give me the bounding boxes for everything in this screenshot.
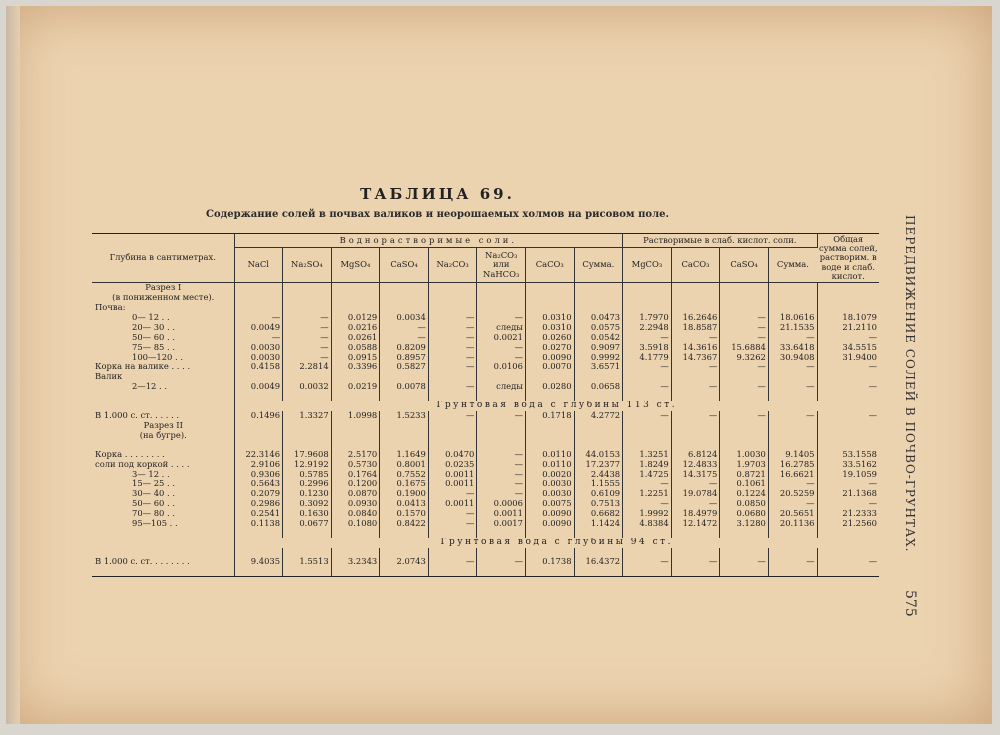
col-header-water: MgSO₄: [331, 248, 380, 283]
table-cell: 0.0070: [525, 362, 574, 372]
table-row: [92, 450, 879, 460]
acid-soluble-header: Растворимые в слаб. кислот. соли.: [623, 234, 817, 248]
row-label: 30— 40 . .: [92, 489, 234, 499]
table-cell: —: [477, 470, 526, 480]
row-label: 0— 12 . .: [92, 313, 234, 323]
table-cell: 2.5170: [331, 450, 380, 460]
table-cell: 20.1136: [768, 519, 817, 529]
table-cell: —: [477, 343, 526, 353]
water-soluble-header: Воднорастворимые соли.: [234, 234, 623, 248]
table-subtitle: Содержание солей в почвах валиков и неорошаемых холмов на рисовом поле.: [206, 209, 669, 220]
table-cell: 0.0542: [574, 333, 623, 343]
salt-table: [92, 233, 879, 577]
table-cell: —: [671, 411, 720, 421]
row-label: Корка на валике . . . .: [92, 362, 234, 372]
table-row: [92, 343, 879, 353]
table-cell: 0.0870: [331, 489, 380, 499]
table-cell: —: [720, 313, 769, 323]
row-label: Валик: [92, 372, 234, 382]
table-cell: —: [868, 479, 877, 489]
table-cell: 0.0219: [331, 382, 380, 392]
table-cell: 21.1368: [842, 489, 877, 499]
table-cell: 0.1900: [380, 489, 429, 499]
table-row: [92, 489, 879, 499]
table-cell: 0.0021: [477, 333, 526, 343]
table-cell: 0.0032: [283, 382, 332, 392]
table-cell: 4.8384: [623, 519, 672, 529]
table-cell: —: [428, 362, 477, 372]
table-cell: —: [768, 382, 817, 392]
table-title: ТАБЛИЦА 69.: [360, 185, 515, 203]
table-cell: 3.2343: [331, 557, 380, 567]
col-header-water: Na₂SO₄: [283, 248, 332, 283]
table-cell: 1.1555: [574, 479, 623, 489]
table-cell: 0.0473: [574, 313, 623, 323]
table-cell: —: [428, 343, 477, 353]
table-cell: —: [868, 362, 877, 372]
row-label: 70— 80 . .: [92, 509, 234, 519]
table-cell: 0.0020: [525, 470, 574, 480]
table-row: [92, 499, 879, 509]
table-cell: 0.5785: [283, 470, 332, 480]
row-label: Разрез II: [92, 421, 234, 431]
table-cell: 0.6682: [574, 509, 623, 519]
table-cell: —: [623, 333, 672, 343]
table-cell: —: [720, 411, 769, 421]
table-cell: —: [720, 362, 769, 372]
table-cell: 0.0129: [331, 313, 380, 323]
table-cell: 0.1570: [380, 509, 429, 519]
table-cell: —: [671, 479, 720, 489]
table-row: [92, 529, 879, 538]
table-cell: 34.5515: [842, 342, 877, 352]
table-cell: —: [768, 479, 817, 489]
row-label: 75— 85 . .: [92, 343, 234, 353]
table-cell: —: [234, 313, 283, 323]
table-cell: 16.2646: [671, 313, 720, 323]
row-label: 15— 25 . .: [92, 479, 234, 489]
table-row: [92, 401, 879, 411]
col-header-water: CaSO₄: [380, 248, 429, 283]
table-cell: 0.0470: [428, 450, 477, 460]
table-cell: 30.9408: [768, 353, 817, 363]
table-cell: —: [428, 519, 477, 529]
table-cell: —: [720, 333, 769, 343]
table-cell: 0.8422: [380, 519, 429, 529]
table-cell: 0.3092: [283, 499, 332, 509]
table-cell: —: [720, 382, 769, 392]
table-cell: —: [768, 557, 817, 567]
table-cell: 0.0090: [525, 509, 574, 519]
table-row: [92, 283, 879, 293]
table-cell: 15.6884: [720, 343, 769, 353]
table-cell: 21.1535: [768, 323, 817, 333]
col-header-acid: MgCO₃: [623, 248, 672, 283]
table-cell: 0.2079: [234, 489, 283, 499]
table-cell: —: [623, 382, 672, 392]
table-cell: 0.9097: [574, 343, 623, 353]
table-cell: 0.0034: [380, 313, 429, 323]
table-cell: 0.0235: [428, 460, 477, 470]
table-cell: —: [477, 313, 526, 323]
table-cell: 0.7552: [380, 470, 429, 480]
table-cell: 0.9306: [234, 470, 283, 480]
table-cell: 31.9400: [842, 352, 877, 362]
table-cell: 1.5513: [283, 557, 332, 567]
table-cell: 1.3251: [623, 450, 672, 460]
table-cell: —: [768, 499, 817, 509]
table-cell: 21.2333: [842, 509, 877, 519]
table-cell: 0.2541: [234, 509, 283, 519]
table-row: [92, 353, 879, 363]
table-cell: 0.1496: [234, 411, 283, 421]
col-header-water: Сумма.: [574, 248, 623, 283]
row-label: В 1.000 с. ст. . . . . . . .: [92, 557, 234, 567]
table-cell: —: [477, 411, 526, 421]
table-cell: —: [428, 353, 477, 363]
table-cell: —: [868, 556, 877, 566]
table-cell: 0.0049: [234, 323, 283, 333]
table-cell: 14.3616: [671, 343, 720, 353]
table-cell: —: [671, 333, 720, 343]
table-cell: —: [283, 333, 332, 343]
table-cell: 2.9106: [234, 460, 283, 470]
table-cell: 0.0850: [720, 499, 769, 509]
table-row: [92, 470, 879, 480]
table-cell: 1.1649: [380, 450, 429, 460]
table-cell: 12.4833: [671, 460, 720, 470]
table-cell: 0.5730: [331, 460, 380, 470]
table-cell: 3.5918: [623, 343, 672, 353]
table-cell: 12.9192: [283, 460, 332, 470]
table-row: [92, 538, 879, 548]
row-label: Корка . . . . . . . .: [92, 450, 234, 460]
table-cell: 14.7367: [671, 353, 720, 363]
table-cell: 0.0030: [234, 353, 283, 363]
table-cell: —: [428, 382, 477, 392]
table-cell: 0.0017: [477, 519, 526, 529]
table-cell: 0.1061: [720, 479, 769, 489]
table-cell: 53.1558: [842, 449, 877, 459]
groundwater-caption: Грунтовая вода с глубины 113 ст.: [436, 401, 678, 411]
table-cell: 0.0030: [525, 489, 574, 499]
table-cell: 1.2251: [623, 489, 672, 499]
table-cell: —: [428, 509, 477, 519]
table-cell: 2.2948: [623, 323, 672, 333]
table-cell: —: [768, 411, 817, 421]
table-cell: 0.0006: [477, 499, 526, 509]
table-cell: 0.7513: [574, 499, 623, 509]
row-label: 20— 30 . .: [92, 323, 234, 333]
col-header-water: CaCO₃: [525, 248, 574, 283]
table-cell: 20.5259: [768, 489, 817, 499]
row-label: (в пониженном месте).: [92, 293, 234, 303]
table-cell: —: [477, 353, 526, 363]
table-cell: —: [623, 479, 672, 489]
table-cell: 12.1472: [671, 519, 720, 529]
table-row: [92, 362, 879, 372]
table-cell: 0.0030: [525, 479, 574, 489]
page-number: 575: [902, 590, 918, 617]
table-cell: —: [868, 499, 877, 509]
table-row: [92, 382, 879, 392]
table-cell: —: [477, 557, 526, 567]
table-cell: 0.0680: [720, 509, 769, 519]
table-cell: —: [768, 362, 817, 372]
table-row: [92, 392, 879, 401]
table-cell: —: [477, 479, 526, 489]
table-row: [92, 548, 879, 557]
table-cell: 0.1230: [283, 489, 332, 499]
col-header-acid: Сумма.: [768, 248, 817, 283]
table-cell: 21.2560: [842, 519, 877, 529]
row-label: Разрез I: [92, 283, 234, 293]
table-cell: 1.9703: [720, 460, 769, 470]
table-cell: 0.0110: [525, 460, 574, 470]
table-cell: 0.6109: [574, 489, 623, 499]
table-cell: —: [380, 323, 429, 333]
table-cell: 0.0930: [331, 499, 380, 509]
table-cell: —: [623, 411, 672, 421]
table-cell: 0.0840: [331, 509, 380, 519]
table-cell: 3.6571: [574, 362, 623, 372]
table-cell: 16.6621: [768, 470, 817, 480]
table-cell: 0.0110: [525, 450, 574, 460]
table-cell: 18.0616: [768, 313, 817, 323]
table-cell: 9.4035: [234, 557, 283, 567]
table-cell: —: [428, 313, 477, 323]
col-header-water: Na₂CO₃: [428, 248, 477, 283]
col-header-water: Na₂CO₃ или NaHCO₃: [477, 248, 526, 283]
table-cell: 0.9992: [574, 353, 623, 363]
table-cell: 4.2772: [574, 411, 623, 421]
table-cell: 22.3146: [234, 450, 283, 460]
table-cell: —: [234, 333, 283, 343]
table-cell: 2.0743: [380, 557, 429, 567]
table-cell: 0.8721: [720, 470, 769, 480]
table-cell: —: [671, 557, 720, 567]
page-spine: [6, 6, 20, 724]
table-cell: 0.0261: [331, 333, 380, 343]
table-cell: —: [671, 499, 720, 509]
table-cell: 0.1764: [331, 470, 380, 480]
table-cell: 0.0049: [234, 382, 283, 392]
row-label: 50— 60 . .: [92, 333, 234, 343]
table-cell: 0.2996: [283, 479, 332, 489]
table-cell: 4.1779: [623, 353, 672, 363]
table-cell: 0.1224: [720, 489, 769, 499]
table-cell: 0.0310: [525, 313, 574, 323]
table-cell: 9.1405: [768, 450, 817, 460]
table-cell: —: [671, 362, 720, 372]
table-cell: 3.1280: [720, 519, 769, 529]
table-row: [92, 441, 879, 450]
table-cell: —: [380, 333, 429, 343]
depth-header: Глубина в сантиметрах.: [92, 234, 234, 283]
table-cell: следы: [477, 323, 526, 333]
table-cell: 2.2814: [283, 362, 332, 372]
table-cell: —: [623, 362, 672, 372]
table-cell: 6.8124: [671, 450, 720, 460]
row-label: В 1.000 с. ст. . . . . .: [92, 411, 234, 421]
row-label: 2—12 . .: [92, 382, 234, 392]
running-header: ПЕРЕДВИЖЕНИЕ СОЛЕЙ В ПОЧВО-ГРУНТАХ.: [903, 215, 917, 553]
row-label: 95—105 . .: [92, 519, 234, 529]
table-cell: 20.5651: [768, 509, 817, 519]
table-cell: 0.0011: [428, 470, 477, 480]
table-cell: 16.2785: [768, 460, 817, 470]
total-header: Общая сумма солей, растворим. в воде и слаб. кислот.: [818, 234, 878, 281]
table-cell: 0.2986: [234, 499, 283, 509]
row-label: 3— 12 . .: [92, 470, 234, 480]
table-cell: 17.2377: [574, 460, 623, 470]
table-cell: 0.8209: [380, 343, 429, 353]
table-cell: 0.0588: [331, 343, 380, 353]
table-cell: 1.0998: [331, 411, 380, 421]
table-cell: 0.0677: [283, 519, 332, 529]
table-cell: —: [428, 489, 477, 499]
table-cell: 0.1630: [283, 509, 332, 519]
table-cell: —: [720, 323, 769, 333]
table-cell: 0.3396: [331, 362, 380, 372]
table-cell: —: [868, 332, 877, 342]
table-cell: 9.3262: [720, 353, 769, 363]
table-cell: —: [671, 382, 720, 392]
table-cell: 1.0030: [720, 450, 769, 460]
table-cell: 0.5827: [380, 362, 429, 372]
table-cell: 0.0310: [525, 323, 574, 333]
table-cell: 44.0153: [574, 450, 623, 460]
table-cell: 18.1079: [842, 312, 877, 322]
table-cell: 17.9608: [283, 450, 332, 460]
row-label: (на бугре).: [92, 431, 234, 441]
table-row: [92, 333, 879, 343]
table-cell: 0.1200: [331, 479, 380, 489]
table-cell: 33.6418: [768, 343, 817, 353]
table-cell: —: [283, 323, 332, 333]
col-header-acid: CaCO₃: [671, 248, 720, 283]
table-cell: 0.0030: [234, 343, 283, 353]
table-cell: 0.0575: [574, 323, 623, 333]
table-row: [92, 411, 879, 421]
table-cell: —: [283, 313, 332, 323]
table-cell: 33.5162: [842, 459, 877, 469]
row-label: Почва:: [92, 303, 234, 313]
table-cell: 1.9992: [623, 509, 672, 519]
table-cell: 0.0658: [574, 382, 623, 392]
table-cell: 0.0075: [525, 499, 574, 509]
table-cell: 19.1059: [842, 469, 877, 479]
table-row: [92, 303, 879, 313]
table-cell: 0.0915: [331, 353, 380, 363]
row-label: 100—120 . .: [92, 353, 234, 363]
table-row: [92, 557, 879, 567]
table-cell: 1.3327: [283, 411, 332, 421]
table-cell: 1.1424: [574, 519, 623, 529]
table-row: [92, 293, 879, 303]
table-cell: 1.8249: [623, 460, 672, 470]
table-row: [92, 421, 879, 431]
table-cell: —: [623, 499, 672, 509]
table-cell: 16.4372: [574, 557, 623, 567]
table-cell: 0.1675: [380, 479, 429, 489]
table-cell: 0.1080: [331, 519, 380, 529]
table-cell: 0.5643: [234, 479, 283, 489]
table-cell: —: [477, 460, 526, 470]
table-cell: 0.1138: [234, 519, 283, 529]
table-cell: 0.0260: [525, 333, 574, 343]
table-cell: 0.0413: [380, 499, 429, 509]
table-cell: 18.4979: [671, 509, 720, 519]
table-row: [92, 323, 879, 333]
table-cell: 2.4438: [574, 470, 623, 480]
table-cell: 21.2110: [842, 322, 877, 332]
table-row: [92, 313, 879, 323]
groundwater-caption: Грунтовая вода с глубины 94 ст.: [440, 538, 673, 548]
table-cell: —: [477, 489, 526, 499]
row-label: соли под коркой . . . .: [92, 460, 234, 470]
table-cell: 0.0106: [477, 362, 526, 372]
table-row: [92, 519, 879, 529]
table-cell: 0.0270: [525, 343, 574, 353]
table-cell: 1.5233: [380, 411, 429, 421]
table-cell: 18.8587: [671, 323, 720, 333]
table-cell: —: [428, 557, 477, 567]
table-cell: —: [868, 411, 877, 421]
table-cell: —: [477, 450, 526, 460]
table-cell: 0.0280: [525, 382, 574, 392]
table-cell: —: [868, 382, 877, 392]
table-cell: следы: [477, 382, 526, 392]
table-cell: —: [283, 353, 332, 363]
table-cell: —: [283, 343, 332, 353]
table-cell: —: [428, 323, 477, 333]
table-row: [92, 372, 879, 382]
table-cell: 0.0216: [331, 323, 380, 333]
table-cell: —: [428, 411, 477, 421]
table-cell: 19.0784: [671, 489, 720, 499]
table-row: [92, 509, 879, 519]
col-header-water: NaCl: [234, 248, 283, 283]
table-cell: 0.1738: [525, 557, 574, 567]
table-cell: 0.0011: [428, 479, 477, 489]
table-cell: 0.8957: [380, 353, 429, 363]
table-row: [92, 431, 879, 441]
table-cell: 0.0011: [477, 509, 526, 519]
table-cell: 0.1718: [525, 411, 574, 421]
table-cell: —: [768, 333, 817, 343]
table-cell: 0.0090: [525, 353, 574, 363]
table-cell: —: [428, 333, 477, 343]
table-row: [92, 567, 879, 577]
table-cell: 0.0078: [380, 382, 429, 392]
table-cell: 0.0090: [525, 519, 574, 529]
table-cell: 1.7970: [623, 313, 672, 323]
table-row: [92, 460, 879, 470]
col-header-acid: CaSO₄: [720, 248, 769, 283]
table-cell: 1.4725: [623, 470, 672, 480]
table-cell: 0.8001: [380, 460, 429, 470]
table-cell: —: [623, 557, 672, 567]
table-cell: —: [720, 557, 769, 567]
row-label: 50— 60 . .: [92, 499, 234, 509]
table-cell: 0.4158: [234, 362, 283, 372]
table-cell: 14.3175: [671, 470, 720, 480]
table-cell: 0.0011: [428, 499, 477, 509]
table-row: [92, 479, 879, 489]
